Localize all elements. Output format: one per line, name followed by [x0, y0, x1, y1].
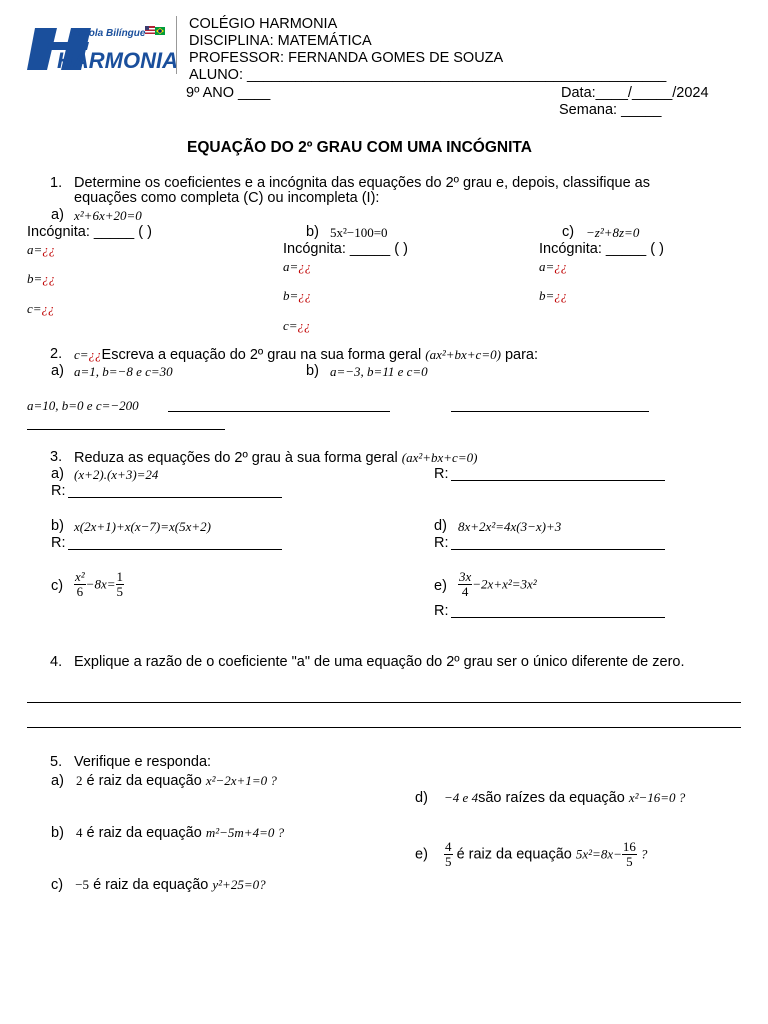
q3-b-label: b): [51, 518, 64, 534]
q5-c: c) −5 é raiz da equação y²+25=0?: [51, 877, 266, 893]
q3-a-answer-label: R:: [51, 483, 66, 499]
q3-e1-answer-label: R:: [434, 466, 449, 482]
student-field[interactable]: ALUNO: ____________________________________________________: [189, 67, 667, 83]
q3-c-equation: $\frac{\text{x²}}{6}$ −8x= $\frac{1}{5}$: [75, 569, 123, 599]
q5-a: a) 2 é raiz da equação x²−2x+1=0 ?: [51, 773, 277, 789]
q3-b-answer-line[interactable]: [68, 549, 282, 550]
q3-b-equation: x(2x+1)+x(x−7)=x(5x+2): [74, 519, 211, 534]
q1-c-coef-b[interactable]: b=¿¿: [539, 288, 568, 303]
q4-text: Explique a razão de o coeficiente "a" de uma equação do 2º grau ser o único diferente de zero.: [74, 654, 685, 670]
q2-a-label: a): [51, 363, 64, 379]
q1-a-label: a): [51, 207, 64, 223]
q2-b-values: a=−3, b=11 e c=0: [330, 364, 428, 379]
q4-answer-line-1[interactable]: [27, 702, 741, 703]
page-title: EQUAÇÃO DO 2º GRAU COM UMA INCÓGNITA: [187, 139, 532, 156]
q1-a-coef-b[interactable]: b=¿¿: [27, 271, 56, 286]
q5-d: d) −4 e 4são raízes da equação x²−16=0 ?: [415, 790, 686, 806]
q2-c-values: a=10, b=0 e c=−200: [27, 398, 139, 413]
q2-b-answer-line[interactable]: [451, 411, 649, 412]
q3-e-equation: $\frac{3x}{4}$ −2x+x²=3x²: [459, 569, 537, 599]
q1-number: 1.: [50, 175, 63, 191]
q3-d-label: d): [434, 518, 447, 534]
q1-a-coef-c[interactable]: c=¿¿: [27, 301, 55, 316]
q2-c-answer-line[interactable]: [168, 411, 390, 412]
q1-b-coef-a[interactable]: a=¿¿: [283, 259, 312, 274]
q2-number: 2.: [50, 346, 63, 362]
q3-a-answer-line[interactable]: [68, 497, 282, 498]
q1-c-coef-a[interactable]: a=¿¿: [539, 259, 568, 274]
q4-answer-line-2[interactable]: [27, 727, 741, 728]
q4-number: 4.: [50, 654, 63, 670]
q3-d-answer-line[interactable]: [451, 549, 665, 550]
logo-school-big: HARMONIA: [57, 48, 178, 73]
q1-a-equation: x²+6x+20=0: [74, 208, 142, 223]
q1-a-coef-a[interactable]: a=¿¿: [27, 242, 56, 257]
q3-c-label: c): [51, 578, 64, 594]
q3-d-answer-label: R:: [434, 535, 449, 551]
q1-text-line2: equações como completa (C) ou incompleta (I):: [74, 190, 380, 206]
q1-text-line1: Determine os coeficientes e a incógnita das equações do 2º grau e, depois, classifique as: [74, 175, 650, 191]
q3-a-label: a): [51, 466, 64, 482]
q5-e: e) $\frac{4}{5}$ é raiz da equação 5x²=8x− $\frac{16}{5}$ ?: [415, 839, 648, 869]
q5-number: 5.: [50, 754, 63, 770]
q1-b-equation: 5x²−100=0: [330, 225, 388, 240]
q2-a-answer-line[interactable]: [27, 429, 225, 430]
q3-text: Reduza as equações do 2º grau à sua forma geral (ax²+bx+c=0): [74, 450, 478, 466]
q3-right-answer-line[interactable]: [451, 480, 665, 481]
grade-field[interactable]: 9º ANO ____: [186, 85, 271, 101]
q1-b-label: b): [306, 224, 319, 240]
q2-b-label: b): [306, 363, 319, 379]
week-field[interactable]: Semana: _____: [559, 102, 662, 118]
q3-b-answer-label: R:: [51, 535, 66, 551]
q1-c-label: c): [562, 224, 575, 240]
q3-d-equation: 8x+2x²=4x(3−x)+3: [458, 519, 562, 534]
school-name: COLÉGIO HARMONIA: [189, 16, 338, 32]
q1-a-incognita[interactable]: Incógnita: _____ ( ): [27, 224, 152, 240]
q2-text: c=¿¿Escreva a equação do 2º grau na sua forma geral (ax²+bx+c=0) para:: [74, 347, 539, 363]
header-divider: [176, 16, 177, 74]
q1-b-coef-b[interactable]: b=¿¿: [283, 288, 312, 303]
q1-b-incognita[interactable]: Incógnita: _____ ( ): [283, 241, 408, 257]
logo-school-small: Escola Bilíngue: [71, 28, 146, 39]
school-logo: [27, 24, 178, 76]
q3-e-answer-line[interactable]: [451, 617, 665, 618]
q3-e-label: e): [434, 578, 447, 594]
teacher: PROFESSOR: FERNANDA GOMES DE SOUZA: [189, 50, 504, 66]
q5-text: Verifique e responda:: [74, 754, 212, 770]
q5-b: b) 4 é raiz da equação m²−5m+4=0 ?: [51, 825, 285, 841]
discipline: DISCIPLINA: MATEMÁTICA: [189, 33, 372, 49]
q3-e-answer-label: R:: [434, 603, 449, 619]
q1-c-equation: −z²+8z=0: [586, 225, 640, 240]
q3-a-equation: (x+2).(x+3)=24: [74, 467, 159, 482]
q1-c-incognita[interactable]: Incógnita: _____ ( ): [539, 241, 664, 257]
q1-b-coef-c[interactable]: c=¿¿: [283, 318, 311, 333]
q2-a-values: a=1, b=−8 e c=30: [74, 364, 173, 379]
q3-number: 3.: [50, 449, 63, 465]
date-field[interactable]: Data:____/_____/2024: [561, 85, 709, 101]
